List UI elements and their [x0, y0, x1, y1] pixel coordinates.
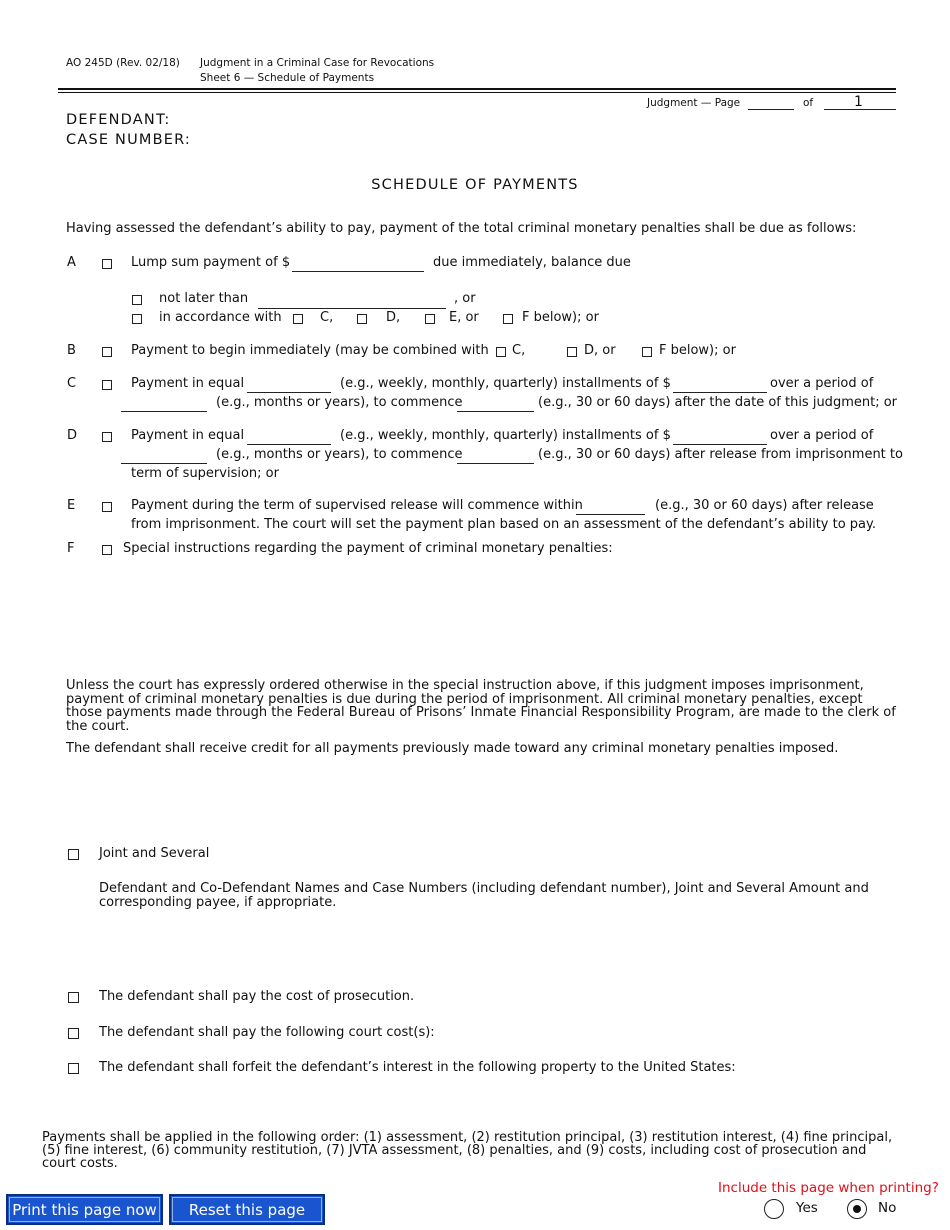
option-b-checkbox[interactable]	[102, 347, 112, 357]
include-no-radio[interactable]	[847, 1199, 867, 1219]
joint-several-label: Joint and Several	[99, 846, 210, 861]
radio-selected-dot	[853, 1205, 861, 1213]
option-c-text-2: (e.g., weekly, monthly, quarterly) installments of $	[340, 376, 671, 391]
option-c-text-5: (e.g., 30 or 60 days) after the date of this judgment; or	[538, 395, 897, 410]
d-amount-field[interactable]	[673, 444, 767, 445]
option-d-text-3: over a period of	[770, 428, 874, 443]
not-later-or: , or	[454, 291, 476, 306]
a-f-label: F below); or	[522, 310, 599, 325]
option-a-text-2: due immediately, balance due	[433, 255, 631, 270]
intro-text: Having assessed the defendant’s ability to pay, payment of the total criminal monetary penalties shall be due as follows:	[66, 221, 857, 236]
b-d-checkbox[interactable]	[567, 347, 577, 357]
imprisonment-paragraph: Unless the court has expressly ordered otherwise in the special instruction above, if this judgment imposes imprisonment, payment of criminal monetary penalties is due during the period of imprisonment. All criminal monetary penalties, except those payments made through the Federal Bureau of Prisons’ Inmate Financial Responsibility Program, are made to the clerk of the court.	[66, 678, 896, 734]
a-e-checkbox[interactable]	[425, 314, 435, 324]
option-d-letter: D	[67, 428, 78, 443]
of-label: of	[803, 97, 814, 109]
option-a-text: Lump sum payment of $	[131, 255, 291, 270]
in-accordance-label: in accordance with	[159, 310, 282, 325]
not-later-label: not later than	[159, 291, 249, 306]
b-c-checkbox[interactable]	[496, 347, 506, 357]
page-title: SCHEDULE OF PAYMENTS	[371, 177, 579, 193]
total-pages-value: 1	[854, 94, 863, 110]
option-e-checkbox[interactable]	[102, 502, 112, 512]
option-c-text-3: over a period of	[770, 376, 874, 391]
e-commence-field[interactable]	[576, 514, 645, 515]
credit-paragraph: The defendant shall receive credit for all payments previously made toward any criminal monetary penalties imposed.	[66, 741, 839, 756]
option-b-letter: B	[67, 343, 76, 358]
b-d-label: D, or	[584, 343, 616, 358]
print-page-button[interactable]: Print this page now	[6, 1194, 163, 1225]
option-e-letter: E	[67, 498, 76, 513]
option-c-text-1: Payment in equal	[131, 376, 245, 391]
a-f-checkbox[interactable]	[503, 314, 513, 324]
joint-several-text: Defendant and Co-Defendant Names and Case Numbers (including defendant number), Joint and Several Amount and corresponding payee, if appropriate.	[99, 881, 869, 910]
form-title: Judgment in a Criminal Case for Revocations	[200, 57, 435, 69]
option-b-text: Payment to begin immediately (may be combined with	[131, 343, 489, 358]
a-c-label: C,	[320, 310, 334, 325]
header-rule-top	[58, 88, 896, 90]
option-d-text-1: Payment in equal	[131, 428, 245, 443]
option-c-checkbox[interactable]	[102, 380, 112, 390]
c-period-field[interactable]	[121, 411, 207, 412]
in-accordance-checkbox[interactable]	[132, 314, 142, 324]
b-f-label: F below); or	[659, 343, 736, 358]
prosecution-checkbox[interactable]	[68, 992, 79, 1003]
b-f-checkbox[interactable]	[642, 347, 652, 357]
case-number-label: CASE NUMBER:	[66, 132, 192, 148]
include-yes-radio[interactable]	[764, 1199, 784, 1219]
c-amount-field[interactable]	[673, 392, 767, 393]
reset-page-button[interactable]: Reset this page	[169, 1194, 325, 1225]
forfeit-checkbox[interactable]	[68, 1063, 79, 1074]
d-commence-field[interactable]	[457, 463, 534, 464]
court-costs-checkbox[interactable]	[68, 1028, 79, 1039]
a-d-checkbox[interactable]	[357, 314, 367, 324]
joint-several-checkbox[interactable]	[68, 849, 79, 860]
option-e-text-2: (e.g., 30 or 60 days) after release	[655, 498, 874, 513]
c-commence-field[interactable]	[457, 411, 534, 412]
a-e-label: E, or	[449, 310, 479, 325]
not-later-checkbox[interactable]	[132, 295, 142, 305]
option-f-text: Special instructions regarding the payment of criminal monetary penalties:	[123, 541, 613, 556]
court-costs-text: The defendant shall pay the following court cost(s):	[99, 1025, 435, 1040]
c-frequency-field[interactable]	[247, 392, 331, 393]
form-id: AO 245D (Rev. 02/18)	[66, 57, 180, 69]
not-later-field[interactable]	[258, 308, 446, 309]
option-d-text-2: (e.g., weekly, monthly, quarterly) installments of $	[340, 428, 671, 443]
d-period-field[interactable]	[121, 463, 207, 464]
option-d-text-5: (e.g., 30 or 60 days) after release from imprisonment to	[538, 447, 903, 462]
b-c-label: C,	[512, 343, 526, 358]
payment-order-text: Payments shall be applied in the following order: (1) assessment, (2) restitution principal, (3) restitution interest, (4) fine principal,(5) fine interest, (6) community restitution, (7) JVTA assessment, (8) penalties, and (9) costs, including cost of prosecution and court costs.	[42, 1130, 893, 1171]
forfeit-text: The defendant shall forfeit the defendant’s interest in the following property to the United States:	[99, 1060, 736, 1075]
judgment-page-field[interactable]	[748, 109, 794, 110]
defendant-label: DEFENDANT:	[66, 112, 171, 128]
include-no-label: No	[878, 1200, 897, 1216]
option-c-text-4: (e.g., months or years), to commence	[216, 395, 463, 410]
option-f-letter: F	[67, 541, 75, 556]
option-c-letter: C	[67, 376, 77, 391]
judgment-page-label: Judgment — Page	[647, 97, 741, 109]
option-d-checkbox[interactable]	[102, 432, 112, 442]
option-d-text-4: (e.g., months or years), to commence	[216, 447, 463, 462]
a-c-checkbox[interactable]	[293, 314, 303, 324]
include-yes-label: Yes	[796, 1200, 818, 1216]
prosecution-text: The defendant shall pay the cost of prosecution.	[99, 989, 415, 1004]
header-rule-bottom	[58, 92, 896, 93]
a-d-label: D,	[386, 310, 401, 325]
d-frequency-field[interactable]	[247, 444, 331, 445]
option-d-text-6: term of supervision; or	[131, 466, 279, 481]
option-a-letter: A	[67, 255, 76, 270]
include-page-label: Include this page when printing?	[718, 1180, 939, 1196]
option-e-text-1: Payment during the term of supervised release will commence within	[131, 498, 583, 513]
option-f-checkbox[interactable]	[102, 545, 112, 555]
lump-sum-field[interactable]	[292, 271, 424, 272]
option-a-checkbox[interactable]	[102, 259, 112, 269]
option-e-text-3: from imprisonment. The court will set the payment plan based on an assessment of the defendant’s ability to pay.	[131, 517, 876, 532]
sheet-label: Sheet 6 — Schedule of Payments	[200, 72, 375, 84]
